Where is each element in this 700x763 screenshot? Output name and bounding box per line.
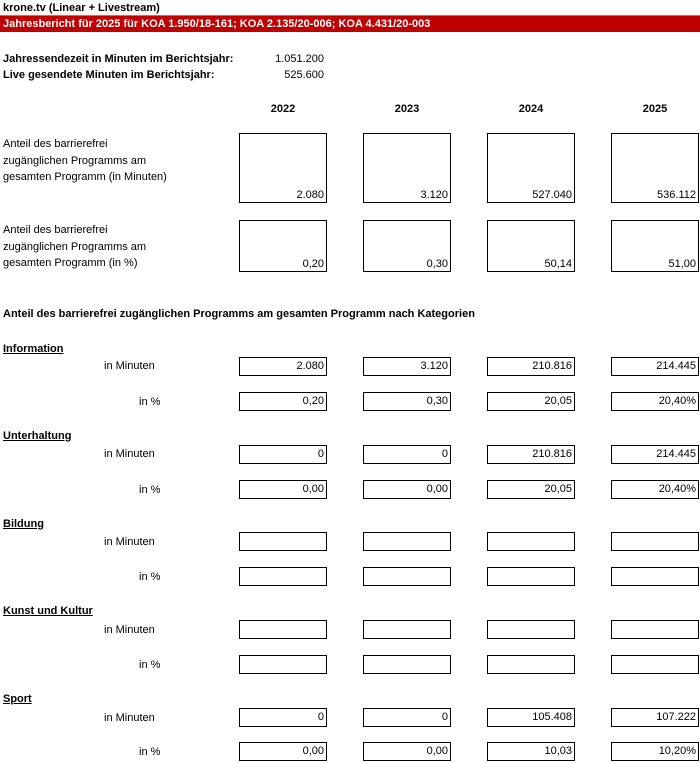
unterhaltung-percent-2025: 20,40%: [611, 480, 699, 499]
category-title-bildung: Bildung: [3, 518, 44, 530]
sport-minutes-2024: 105.408: [487, 708, 575, 727]
sport-minutes-2025: 107.222: [611, 708, 699, 727]
stat-value-airtime: 1.051.200: [275, 53, 324, 65]
information-percent-2025: 20,40%: [611, 392, 699, 411]
category-section-title: Anteil des barrierefrei zugänglichen Programms am gesamten Programm nach Kategorien: [3, 308, 475, 320]
bildung-percent-2023: [363, 567, 451, 586]
row-label-minutes: in Minuten: [104, 624, 155, 636]
category-title-unterhaltung: Unterhaltung: [3, 430, 72, 442]
kunst-minutes-2024: [487, 620, 575, 639]
overall-minutes-label: Anteil des barrierefrei zugänglichen Programms am gesamten Programm (in Minuten): [3, 138, 167, 183]
bildung-minutes-2025: [611, 532, 699, 551]
report-banner: Jahresbericht für 2025 für KOA 1.950/18-161; KOA 2.135/20-006; KOA 4.431/20-003: [0, 15, 700, 32]
overall-minutes-2025: 536.112: [611, 133, 699, 203]
kunst-percent-2023: [363, 655, 451, 674]
overall-percent-2025: 51,00: [611, 220, 699, 272]
row-label-minutes: in Minuten: [104, 360, 155, 372]
unterhaltung-percent-2024: 20,05: [487, 480, 575, 499]
row-label-percent: in %: [139, 659, 161, 671]
overall-percent-2022: 0,20: [239, 220, 327, 272]
information-percent-2023: 0,30: [363, 392, 451, 411]
bildung-minutes-2023: [363, 532, 451, 551]
bildung-minutes-2024: [487, 532, 575, 551]
overall-percent-2024: 50,14: [487, 220, 575, 272]
row-label-minutes: in Minuten: [104, 536, 155, 548]
information-minutes-2024: 210.816: [487, 357, 575, 376]
sport-minutes-2023: 0: [363, 708, 451, 727]
year-header-2025: 2025: [642, 103, 668, 115]
kunst-percent-2022: [239, 655, 327, 674]
stat-label-live: Live gesendete Minuten im Berichtsjahr:: [3, 69, 215, 81]
year-header-2023: 2023: [394, 103, 420, 115]
overall-percent-label: Anteil des barrierefrei zugänglichen Programms am gesamten Programm (in %): [3, 224, 147, 269]
year-header-2024: 2024: [518, 103, 544, 115]
stat-label-airtime: Jahressendezeit in Minuten im Berichtsjahr:: [3, 53, 234, 65]
row-label-percent: in %: [139, 396, 161, 408]
sport-minutes-2022: 0: [239, 708, 327, 727]
kunst-minutes-2022: [239, 620, 327, 639]
bildung-percent-2024: [487, 567, 575, 586]
category-title-sport: Sport: [3, 693, 32, 705]
kunst-minutes-2025: [611, 620, 699, 639]
row-label-minutes: in Minuten: [104, 712, 155, 724]
overall-minutes-2022: 2.080: [239, 133, 327, 203]
document-title: krone.tv (Linear + Livestream): [3, 2, 160, 14]
sport-percent-2023: 0,00: [363, 742, 451, 761]
category-title-information: Information: [3, 343, 64, 355]
unterhaltung-minutes-2023: 0: [363, 445, 451, 464]
stat-value-live: 525.600: [284, 69, 324, 81]
row-label-minutes: in Minuten: [104, 448, 155, 460]
unterhaltung-minutes-2025: 214.445: [611, 445, 699, 464]
kunst-minutes-2023: [363, 620, 451, 639]
sport-percent-2024: 10,03: [487, 742, 575, 761]
information-percent-2022: 0,20: [239, 392, 327, 411]
unterhaltung-minutes-2024: 210.816: [487, 445, 575, 464]
unterhaltung-percent-2022: 0,00: [239, 480, 327, 499]
category-title-kunst-und-kultur: Kunst und Kultur: [3, 605, 93, 617]
information-percent-2024: 20,05: [487, 392, 575, 411]
sport-percent-2022: 0,00: [239, 742, 327, 761]
row-label-percent: in %: [139, 571, 161, 583]
information-minutes-2023: 3.120: [363, 357, 451, 376]
bildung-percent-2022: [239, 567, 327, 586]
information-minutes-2022: 2.080: [239, 357, 327, 376]
kunst-percent-2025: [611, 655, 699, 674]
unterhaltung-minutes-2022: 0: [239, 445, 327, 464]
bildung-percent-2025: [611, 567, 699, 586]
bildung-minutes-2022: [239, 532, 327, 551]
kunst-percent-2024: [487, 655, 575, 674]
year-header-2022: 2022: [270, 103, 296, 115]
information-minutes-2025: 214.445: [611, 357, 699, 376]
sport-percent-2025: 10,20%: [611, 742, 699, 761]
overall-minutes-2023: 3.120: [363, 133, 451, 203]
overall-minutes-2024: 527.040: [487, 133, 575, 203]
row-label-percent: in %: [139, 484, 161, 496]
unterhaltung-percent-2023: 0,00: [363, 480, 451, 499]
overall-percent-2023: 0,30: [363, 220, 451, 272]
row-label-percent: in %: [139, 746, 161, 758]
